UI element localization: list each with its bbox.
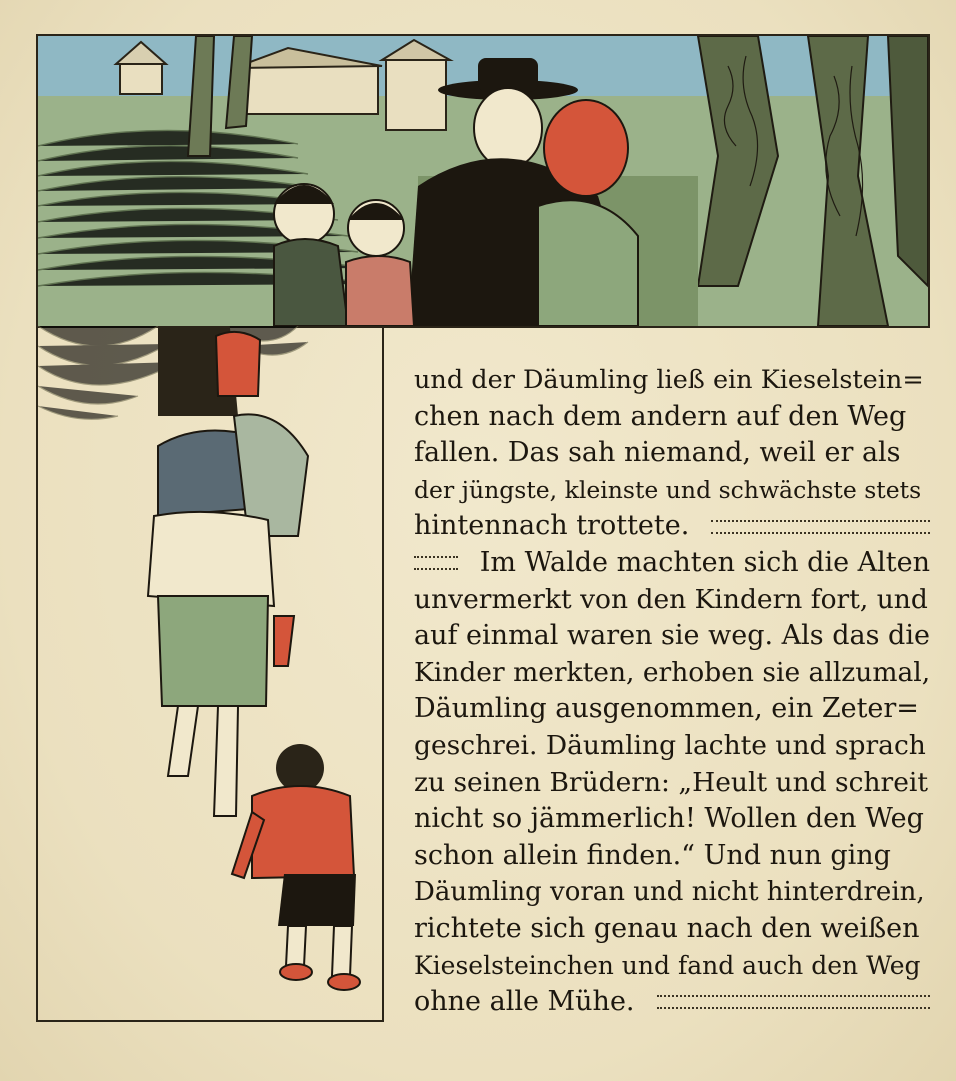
text-line: fallen. Das sah niemand, weil er als xyxy=(414,437,901,469)
text-line: ohne alle Mühe. xyxy=(414,984,930,1021)
text-line: und der Däumling ließ ein Kieselstein= xyxy=(414,365,924,395)
text-line: der jüngste, kleinste und schwächste stets xyxy=(414,475,922,504)
text-line: schon allein finden.“ Und nun ging xyxy=(414,839,891,871)
text-line: chen nach dem andern auf den Weg xyxy=(414,400,907,432)
text-line: hintennach trottete. xyxy=(414,508,930,545)
text-line: Däumling ausgenommen, ein Zeter= xyxy=(414,693,919,725)
line-filler-ornament xyxy=(414,556,458,570)
text-line: geschrei. Däumling lachte und sprach xyxy=(414,729,926,761)
line-filler-ornament xyxy=(657,995,930,1009)
text-line: Däumling voran und nicht hinterdrein, xyxy=(414,877,925,908)
children-walking-drawing xyxy=(38,326,382,1018)
text-line: Im Walde machten sich die Alten xyxy=(414,545,930,582)
landscape-scene-drawing xyxy=(38,36,928,326)
illustration-left xyxy=(36,326,384,1022)
illustration-top xyxy=(36,34,930,328)
line-filler-ornament xyxy=(711,520,930,534)
text-line: auf einmal waren sie weg. Als das die xyxy=(414,620,930,652)
text-line: Kinder merkten, erhoben sie allzumal, xyxy=(414,656,931,688)
text-line: Kieselsteinchen und fand auch den Weg xyxy=(414,950,921,980)
small-boy-red-shirt xyxy=(232,744,360,990)
text-line: unvermerkt von den Kindern fort, und xyxy=(414,583,928,615)
story-text xyxy=(414,362,930,1021)
text-line: zu seinen Brüdern: „Heult und schreit xyxy=(414,766,929,798)
text-line: richtete sich genau nach den weißen xyxy=(414,912,920,944)
text-line: nicht so jämmerlich! Wollen den Weg xyxy=(414,803,924,835)
